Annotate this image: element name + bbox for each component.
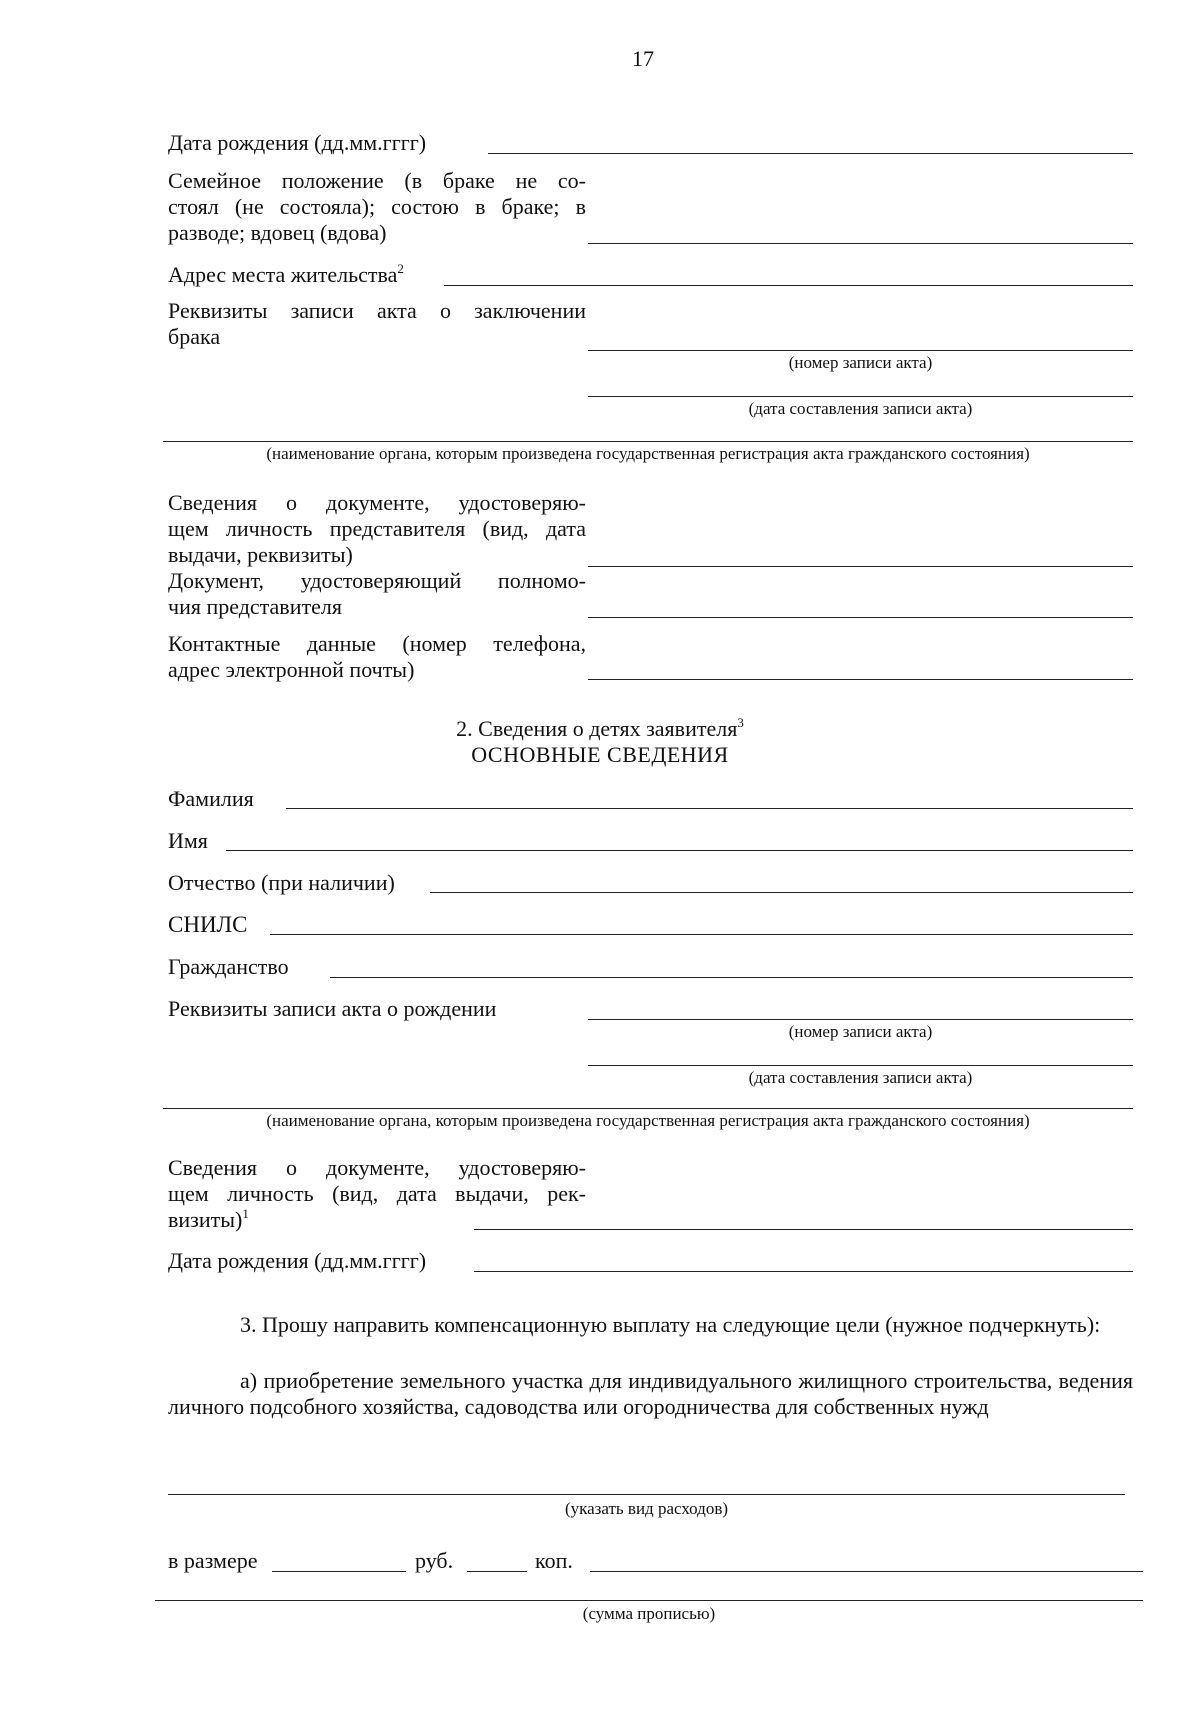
child-id-doc-field[interactable] bbox=[474, 1229, 1133, 1230]
marriage-record-date-field[interactable] bbox=[588, 396, 1133, 397]
marriage-record-line2: брака bbox=[168, 324, 221, 349]
citizenship-field[interactable] bbox=[330, 977, 1133, 978]
footnote-marker: 3 bbox=[737, 715, 744, 730]
birth-date-label: Дата рождения (дд.мм.гггг) bbox=[168, 130, 427, 155]
citizenship-label: Гражданство bbox=[168, 954, 289, 979]
address-field[interactable] bbox=[444, 285, 1133, 286]
marriage-record-line1: Реквизиты записи акта о заключении bbox=[168, 298, 586, 323]
birth-record-date-field[interactable] bbox=[588, 1065, 1133, 1066]
marriage-record-authority-field[interactable] bbox=[163, 441, 1133, 442]
address-label: Адрес места жительства$^2$ bbox=[168, 261, 404, 287]
birth-record-authority-caption: (наименование органа, которым произведена государственная регистрация акта гражданского состояния) bbox=[266, 1111, 1030, 1130]
rep-id-doc-line2: щем личность представителя (вид, дата bbox=[168, 516, 586, 541]
child-id-doc-line2: щем личность (вид, дата выдачи, рек- bbox=[168, 1181, 586, 1206]
footnote-marker: 1 bbox=[242, 1206, 249, 1221]
marital-status-line1: Семейное положение (в браке не со- bbox=[168, 168, 586, 193]
contacts-field[interactable] bbox=[588, 679, 1133, 680]
contacts-line1: Контактные данные (номер телефона, bbox=[168, 631, 586, 656]
name-field[interactable] bbox=[226, 850, 1133, 851]
child-id-doc-line3: визиты)$^1$ bbox=[168, 1206, 249, 1232]
marriage-record-authority-caption: (наименование органа, которым произведена государственная регистрация акта гражданского состояния) bbox=[266, 444, 1030, 463]
surname-field[interactable] bbox=[286, 808, 1133, 809]
amount-words-field-part2[interactable] bbox=[155, 1600, 1143, 1601]
children-section-heading: 2. Сведения о детях заявителя$^3$ bbox=[456, 715, 744, 741]
child-id-doc-line1: Сведения о документе, удостоверяю- bbox=[168, 1155, 586, 1180]
marriage-record-number-caption: (номер записи акта) bbox=[788, 353, 933, 372]
amount-rub-field[interactable] bbox=[272, 1571, 406, 1572]
page-number: 17 bbox=[632, 46, 654, 71]
rub-label: руб. bbox=[415, 1548, 454, 1573]
surname-label: Фамилия bbox=[168, 786, 254, 811]
children-section-subheading: ОСНОВНЫЕ СВЕДЕНИЯ bbox=[471, 742, 729, 767]
birth-date-field[interactable] bbox=[488, 153, 1133, 154]
name-label: Имя bbox=[168, 828, 208, 853]
marriage-record-date-caption: (дата составления записи акта) bbox=[748, 399, 973, 418]
birth-record-number-caption: (номер записи акта) bbox=[788, 1022, 933, 1041]
sum-in-words-caption: (сумма прописью) bbox=[582, 1604, 716, 1623]
expense-type-field[interactable] bbox=[168, 1494, 1125, 1495]
marital-status-line2: стоял (не состояла); состою в браке; в bbox=[168, 194, 586, 219]
marital-status-line3: разводе; вдовец (вдова) bbox=[168, 220, 387, 245]
child-birth-date-label: Дата рождения (дд.мм.гггг) bbox=[168, 1248, 427, 1273]
patronymic-label: Отчество (при наличии) bbox=[168, 870, 395, 895]
marriage-record-number-field[interactable] bbox=[588, 350, 1133, 351]
contacts-line2: адрес электронной почты) bbox=[168, 657, 415, 682]
section3-paragraph: 3. Прошу направить компенсационную выплату на следующие цели (нужное подчеркнуть): bbox=[240, 1312, 1101, 1337]
expense-type-caption: (указать вид расходов) bbox=[564, 1499, 729, 1518]
rep-authority-line1: Документ, удостоверяющий полномо- bbox=[168, 568, 586, 593]
child-birth-date-field[interactable] bbox=[474, 1271, 1133, 1272]
rep-authority-field[interactable] bbox=[588, 617, 1133, 618]
rep-id-doc-line1: Сведения о документе, удостоверяю- bbox=[168, 490, 586, 515]
snils-label: СНИЛС bbox=[168, 912, 248, 937]
birth-record-number-field[interactable] bbox=[588, 1019, 1133, 1020]
birth-record-date-caption: (дата составления записи акта) bbox=[748, 1068, 973, 1087]
birth-record-label: Реквизиты записи акта о рождении bbox=[168, 996, 497, 1021]
birth-record-authority-field[interactable] bbox=[163, 1108, 1133, 1109]
amount-words-field-part1[interactable] bbox=[590, 1571, 1143, 1572]
rep-id-doc-field[interactable] bbox=[588, 566, 1133, 567]
section3-item-a: а) приобретение земельного участка для индивидуального жилищного строительства, ведения личного подсобного хозяйства, садоводства или огородничества для собственных нужд bbox=[168, 1368, 1133, 1419]
marital-status-field[interactable] bbox=[588, 243, 1133, 244]
snils-field[interactable] bbox=[270, 934, 1133, 935]
amount-prefix-label: в размере bbox=[168, 1548, 258, 1573]
rep-id-doc-line3: выдачи, реквизиты) bbox=[168, 542, 353, 567]
footnote-marker: 2 bbox=[397, 261, 404, 276]
amount-kop-field[interactable] bbox=[467, 1571, 527, 1572]
kop-label: коп. bbox=[535, 1548, 573, 1573]
rep-authority-line2: чия представителя bbox=[168, 594, 342, 619]
patronymic-field[interactable] bbox=[430, 892, 1133, 893]
